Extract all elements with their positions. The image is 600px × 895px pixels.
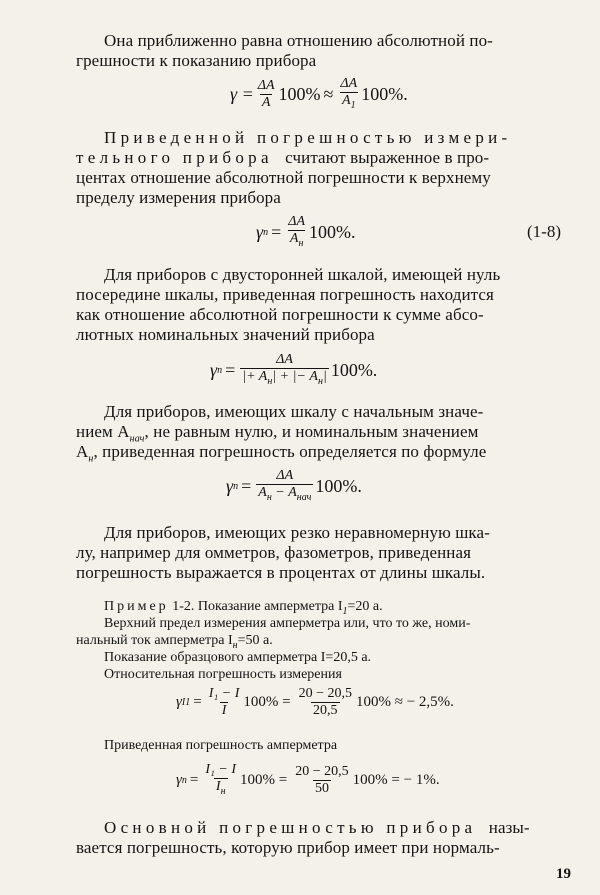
example-line: Верхний предел измерения амперметра или, что то же, номи- (104, 616, 471, 631)
formula-two-sided-scale: γ n = $\frac{\Delta A}{|+ A_н| + |- A_н|}$ 100%. (210, 352, 377, 390)
text-line: посередине шкалы, приведенная погрешность находится (76, 285, 494, 304)
text-fragment: назы- (488, 818, 530, 837)
text-line: погрешность выражается в процентах от длины шкалы. (76, 563, 486, 582)
term-spaced: тельного прибора (76, 148, 273, 167)
formula-reduced-error: γ n = $\frac{\Delta A}{A_н}$ 100%. (256, 214, 356, 252)
page-number: 19 (556, 866, 571, 882)
example-line: Показание образцового амперметра I=20,5 a. (104, 650, 372, 665)
example-line: Относительная погрешность измерения (104, 667, 342, 682)
term-spaced: Основной погрешностью прибора (104, 818, 477, 837)
text-line: грешности к показанию прибора (76, 51, 317, 70)
text-line: лу, например для омметров, фазометров, приведенная (76, 543, 472, 562)
text-line (76, 148, 489, 168)
text-line: нием $A_{нач}$, не равным нулю, и номинальным значением (76, 422, 479, 445)
text-line: Для приборов, имеющих шкалу с начальным значе- (104, 402, 484, 421)
formula-example-relative: γ I1 = $\frac{\text{I₁ − I}}{I}$ 100% = $\frac{20 - 20,5}{20,5}$ 100% ≈ − 2,5%. (176, 686, 454, 718)
text-line: Для приборов, имеющих резко неравномерную шка- (104, 523, 490, 542)
text-line: лютных номинальных значений прибора (76, 325, 375, 344)
text-line: Для приборов с двусторонней шкалой, имеющей нуль (104, 265, 501, 284)
text-line: пределу измерения прибора (76, 188, 281, 207)
example-line: Приведенная погрешность амперметра (104, 738, 338, 753)
example-title: Пример (104, 599, 169, 614)
text-line: $A_н$, приведенная погрешность определяется по формуле (76, 442, 487, 465)
text-line: Она приближенно равна отношению абсолютной по- (104, 31, 493, 50)
formula-example-reduced: γ n = $\frac{\text{I₁ − I}}{I_н}$ 100% = $\frac{20 - 20,5}{50}$ 100% = − 1%. (176, 762, 440, 800)
text-line: как отношение абсолютной погрешности к сумме абсо- (76, 305, 484, 324)
equation-number: (1-8) (527, 222, 561, 241)
text-line: центах отношение абсолютной погрешности к верхнему (76, 168, 491, 187)
text-line-term: Приведенной погрешностью измери- (104, 128, 512, 147)
formula-initial-value-scale: γ n = $\frac{\Delta A}{A_н - A_{нач}}$ 100%. (226, 468, 362, 506)
text-line (104, 818, 530, 838)
text-fragment: считают выраженное в про- (285, 148, 490, 167)
text-line: вается погрешность, которую прибор имеет при нормаль- (76, 838, 500, 857)
example-line: Пример 1-2. Показание амперметра $I_1=20$ a. (104, 599, 383, 617)
formula-relative-error: γ = $\frac{\Delta A}{A}$ 100% ≈ $\frac{\Delta A}{A_1}$ 100%. (230, 76, 408, 114)
example-line: нальный ток амперметра $I_н=50$ a. (76, 633, 273, 651)
